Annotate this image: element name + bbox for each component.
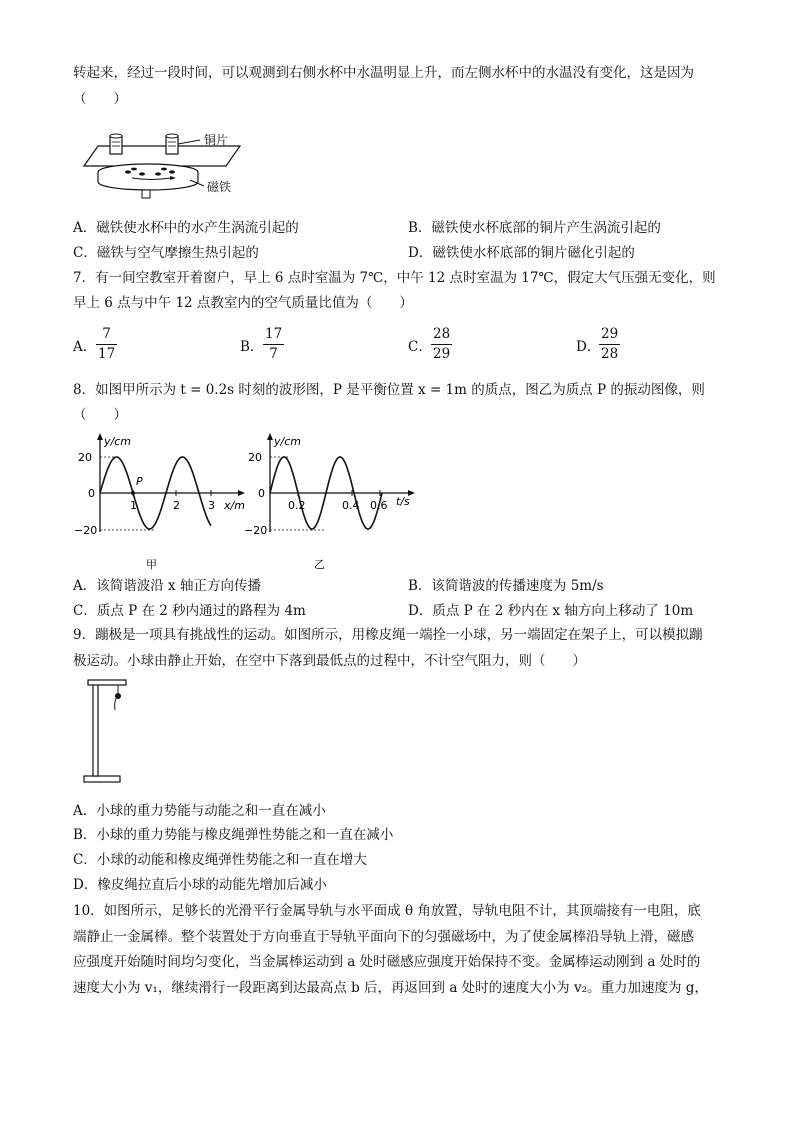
q8-option-b: B．该简谐波的传播速度为 5m/s — [408, 578, 604, 594]
q10-stem-line3: 应强度开始随时间均匀变化，当金属棒运动到 a 处时磁感应强度开始保持不变。金属棒运动刚到 a 处时的 — [73, 954, 701, 970]
q7-d-denominator: 28 — [601, 346, 619, 362]
q8-option-d: D．质点 P 在 2 秒内在 x 轴方向上移动了 10m — [408, 603, 694, 619]
q7-option-d-fraction — [599, 326, 620, 363]
q7-stem-line2: 早上 6 点与中午 12 点教室内的空气质量比值为（ ） — [73, 295, 413, 311]
q7-option-b-fraction — [263, 326, 284, 363]
q7-d-numerator: 29 — [601, 326, 619, 342]
q8b-x-label: t/s — [396, 495, 410, 508]
q10-stem-line2: 端静止一金属棒。整个装置处于方向垂直于导轨平面向下的匀强磁场中，为了使金属棒沿导轨上滑，磁感 — [73, 929, 694, 945]
q10-stem-line4: 速度大小为 v₁，继续滑行一段距离到达最高点 b 后，再返回到 a 处时的速度大小为 v₂。重力加速度为 g， — [73, 980, 708, 996]
q8a-y-label: y/cm — [104, 435, 131, 448]
q7-option-c-fraction — [431, 326, 452, 363]
q8b-tick-m20: −20 — [244, 524, 268, 537]
q6-option-d: D．磁铁使水杯底部的铜片磁化引起的 — [408, 245, 635, 261]
q9-option-c: C．小球的动能和橡皮绳弹性势能之和一直在增大 — [73, 852, 367, 868]
q6-stem-line2: （ ） — [73, 91, 127, 107]
q8-option-a: A．该简谐波沿 x 轴正方向传播 — [73, 578, 261, 594]
q7-c-numerator: 28 — [433, 326, 451, 342]
q9-figure-bungee-frame — [80, 676, 140, 788]
q8a-tick-3: 3 — [208, 499, 215, 512]
q7-option-b-label: B． — [240, 339, 264, 355]
q7-option-a-fraction — [96, 326, 117, 363]
q7-b-denominator: 7 — [269, 346, 278, 362]
q8a-tick-0: 0 — [88, 487, 95, 500]
q6-copper-label: 铜片 — [204, 133, 229, 147]
q7-option-a-label: A． — [73, 339, 97, 355]
q8b-tick-20: 20 — [248, 451, 262, 464]
q7-a-denominator: 17 — [98, 346, 116, 362]
q10-stem-line1: 10．如图所示，足够长的光滑平行金属导轨与水平面成 θ 角放置，导轨电阻不计，其顶端接有一电阻，底 — [73, 903, 701, 919]
q6-magnet-label: 磁铁 — [207, 180, 232, 194]
q7-option-d-label: D． — [576, 339, 601, 355]
q8-figure-b — [242, 430, 422, 580]
q8a-caption: 甲 — [146, 558, 157, 571]
q8a-x-label: x/m — [224, 499, 245, 512]
q6-option-b: B．磁铁使水杯底部的铜片产生涡流引起的 — [408, 220, 661, 236]
q9-stem-line1: 9．蹦极是一项具有挑战性的运动。如图所示，用橡皮绳一端拴一小球，另一端固定在架子上，可以模拟蹦 — [73, 627, 703, 643]
q8-figure-a — [72, 430, 252, 580]
q6-option-c: C．磁铁与空气摩擦生热引起的 — [73, 245, 259, 261]
q6-option-a: A．磁铁使水杯中的水产生涡流引起的 — [73, 220, 299, 236]
q8-option-c: C．质点 P 在 2 秒内通过的路程为 4m — [73, 603, 306, 619]
q8a-tick-2: 2 — [173, 499, 180, 512]
q7-option-c-label: C． — [408, 339, 432, 355]
q8-stem-line2: （ ） — [73, 407, 127, 423]
q8a-tick-20: 20 — [78, 451, 92, 464]
q8b-tick-04: 0.4 — [342, 499, 360, 512]
q8b-tick-0: 0 — [258, 487, 265, 500]
q7-c-denominator: 29 — [433, 346, 451, 362]
q6-stem-line1: 转起来，经过一段时间，可以观测到右侧水杯中水温明显上升，而左侧水杯中的水温没有变化，这是因为 — [73, 65, 694, 81]
q9-option-b: B．小球的重力势能与橡皮绳弹性势能之和一直在减小 — [73, 827, 394, 843]
q8a-tick-m20: −20 — [74, 524, 98, 537]
q9-option-d: D．橡皮绳拉直后小球的动能先增加后减小 — [73, 877, 327, 893]
q9-stem-line2: 极运动。小球由静止开始，在空中下落到最低点的过程中，不计空气阻力，则（ ） — [73, 653, 586, 669]
q8-stem-line1: 8．如图甲所示为 t = 0.2s 时刻的波形图，P 是平衡位置 x = 1m 的质点，图乙为质点 P 的振动图像，则 — [73, 382, 705, 398]
q8b-tick-02: 0.2 — [288, 499, 306, 512]
q7-a-numerator: 7 — [102, 326, 111, 342]
q8a-point-p: P — [136, 475, 143, 488]
q7-b-numerator: 17 — [265, 326, 283, 342]
q8b-tick-06: 0.6 — [370, 499, 388, 512]
q8b-caption: 乙 — [314, 558, 325, 571]
q9-option-a: A．小球的重力势能与动能之和一直在减小 — [73, 803, 326, 819]
q8a-tick-1: 1 — [130, 499, 137, 512]
q8b-y-label: y/cm — [274, 435, 301, 448]
q7-stem-line1: 7．有一间空教室开着窗户，早上 6 点时室温为 7℃，中午 12 点时室温为 17℃，假定大气压强无变化，则 — [73, 270, 716, 286]
